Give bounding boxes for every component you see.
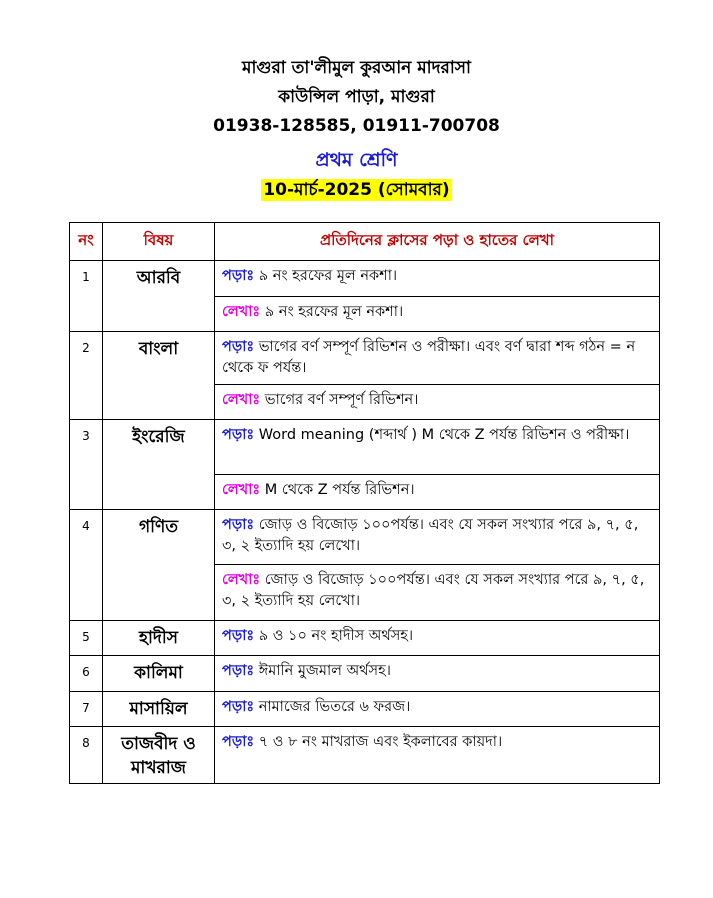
reading-task (215, 332, 660, 385)
table-row (70, 656, 660, 692)
reading-task (215, 261, 660, 297)
row-number: 4 (70, 510, 103, 621)
document-header (0, 54, 713, 201)
date-label: 10-মার্চ-2025 (সোমবার) (263, 180, 450, 200)
class-schedule-table (69, 222, 660, 784)
writing-label: লেখাঃ (222, 572, 261, 588)
reading-label: পড়াঃ (222, 663, 255, 679)
reading-task (215, 656, 660, 692)
institution-name: মাগুরা তা'লীমুল কুরআন মাদরাসা (242, 58, 471, 78)
header-subject: বিষয় (103, 223, 215, 261)
row-number: 3 (70, 420, 103, 510)
subject-cell: মাসায়িল (103, 692, 215, 727)
reading-label: পড়াঃ (222, 734, 255, 750)
table-row (70, 621, 660, 656)
subject-cell: ইংরেজি (103, 420, 215, 510)
writing-text: ৯ নং হরফের মূল নকশা। (260, 304, 404, 320)
row-number: 7 (70, 692, 103, 727)
row-number: 6 (70, 656, 103, 692)
row-number: 2 (70, 332, 103, 420)
table-row (70, 420, 660, 475)
reading-text: ঈমানি মুজমাল অর্থসহ। (254, 663, 391, 679)
writing-label: লেখাঃ (222, 482, 261, 498)
subject-cell: গণিত (103, 510, 215, 621)
subject-cell: আরবি (103, 261, 215, 332)
writing-task (215, 475, 660, 510)
reading-task (215, 420, 660, 475)
reading-task (215, 621, 660, 656)
table-row (70, 692, 660, 727)
reading-label: পড়াঃ (222, 628, 255, 644)
writing-label: লেখাঃ (222, 392, 261, 408)
writing-task (215, 385, 660, 420)
header-number: নং (70, 223, 103, 261)
subject-cell: কালিমা (103, 656, 215, 692)
reading-task (215, 510, 660, 565)
writing-text: জোড় ও বিজোড় ১০০পর্যন্ত। এবং যে সকল সংখ্যার পরে ৯, ৭, ৫, ৩, ২ ইত্যাদি হয় লেখো। (222, 572, 645, 609)
table-row (70, 510, 660, 565)
table-row (70, 727, 660, 784)
reading-text: জোড় ও বিজোড় ১০০পর্যন্ত। এবং যে সকল সংখ্যার পরে ৯, ৭, ৫, ৩, ২ ইত্যাদি হয় লেখো। (222, 517, 639, 554)
reading-label: পড়াঃ (222, 699, 255, 715)
row-number: 8 (70, 727, 103, 784)
row-number: 1 (70, 261, 103, 332)
contact-phones: 01938-128585, 01911-700708 (213, 116, 500, 136)
reading-label: পড়াঃ (222, 517, 255, 533)
reading-task (215, 727, 660, 784)
writing-text: ভাগের বর্ণ সম্পূর্ণ রিভিশন। (260, 392, 419, 408)
reading-text: ৯ ও ১০ নং হাদীস অর্থসহ। (254, 628, 414, 644)
class-title: প্রথম শ্রেণি (315, 149, 398, 171)
reading-text: ৯ নং হরফের মূল নকশা। (254, 268, 398, 284)
reading-text: নামাজের ভিতরে ৬ ফরজ। (254, 699, 411, 715)
table-row (70, 332, 660, 385)
row-number: 5 (70, 621, 103, 656)
subject-cell: বাংলা (103, 332, 215, 420)
writing-task (215, 565, 660, 621)
writing-text: M থেকে Z পর্যন্ত রিভিশন। (260, 482, 415, 498)
table-row (70, 261, 660, 297)
reading-text: ভাগের বর্ণ সম্পূর্ণ রিভিশন ও পরীক্ষা। এবং বর্ণ দ্বারা শব্দ গঠন = ন থেকে ফ পর্যন্ত। (222, 339, 636, 376)
table-header-row (70, 223, 660, 261)
reading-label: পড়াঃ (222, 268, 255, 284)
reading-task (215, 692, 660, 727)
reading-text: Word meaning (শব্দার্থ ) M থেকে Z পর্যন্ত রিভিশন ও পরীক্ষা। (254, 427, 630, 443)
reading-label: পড়াঃ (222, 427, 255, 443)
header-tasks: প্রতিদিনের ক্লাসের পড়া ও হাতের লেখা (215, 223, 660, 261)
institution-address: কাউন্সিল পাড়া, মাগুরা (278, 87, 435, 107)
writing-label: লেখাঃ (222, 304, 261, 320)
subject-cell: হাদীস (103, 621, 215, 656)
writing-task (215, 297, 660, 332)
subject-cell: তাজবীদ ও মাখরাজ (103, 727, 215, 784)
reading-label: পড়াঃ (222, 339, 255, 355)
reading-text: ৭ ও ৮ নং মাখরাজ এবং ইকলাবের কায়দা। (254, 734, 503, 750)
